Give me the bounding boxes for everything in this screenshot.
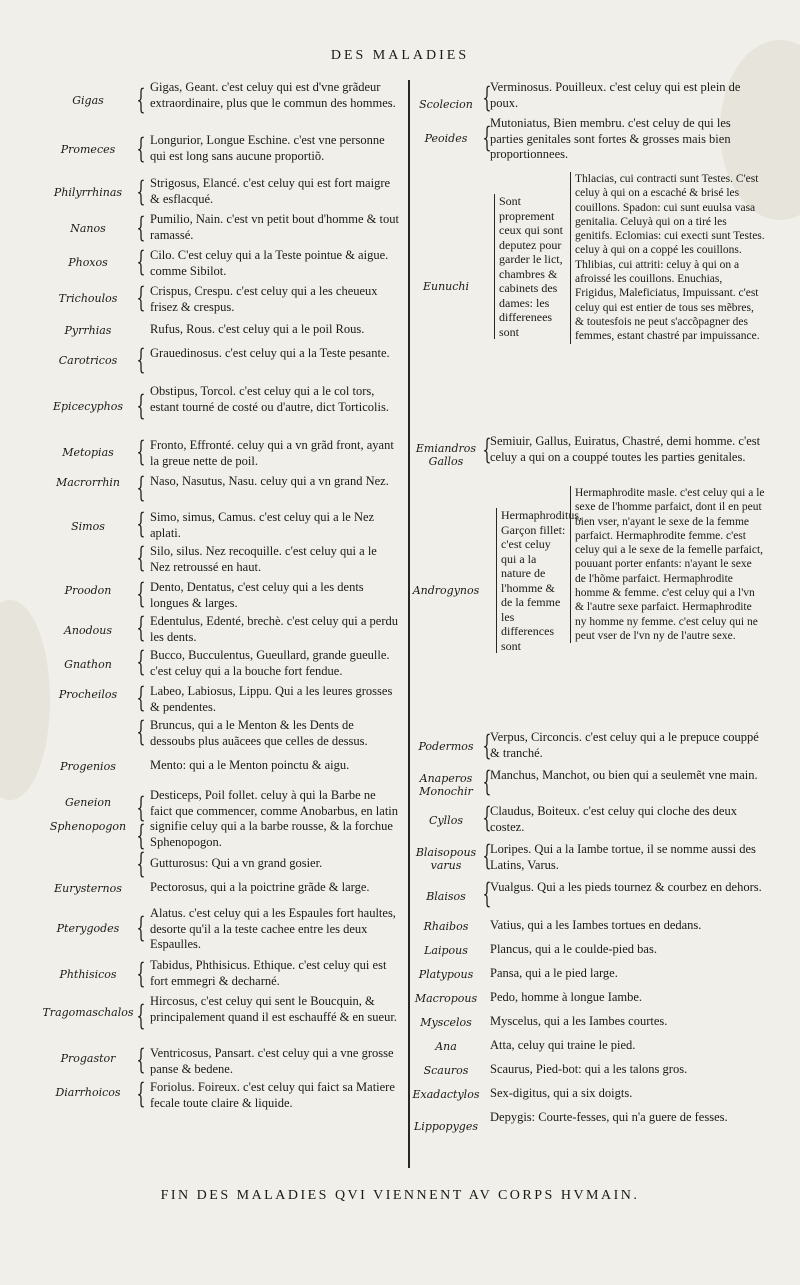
- definition: Crispus, Crespu. c'est celuy qui a les cheueux frisez & crespus.: [150, 284, 378, 314]
- definition: Ventricosus, Pansart. c'est celuy qui a vne grosse panse & bedene.: [150, 1046, 394, 1076]
- brace: {: [482, 801, 492, 834]
- brace: {: [136, 211, 146, 244]
- brace: {: [136, 819, 146, 852]
- brace: {: [136, 471, 146, 504]
- greek-term: Simos: [71, 520, 105, 533]
- definition: Verminosus. Pouilleux. c'est celuy qui est plein de poux.: [490, 80, 741, 110]
- brace: {: [136, 132, 146, 165]
- definition: Bruncus, qui a le Menton & les Dents de dessoubs plus auãcees que celles de dessus.: [150, 718, 368, 748]
- brace: {: [136, 611, 146, 644]
- definition: Gutturosus: Qui a vn grand gosier.: [150, 856, 323, 870]
- definition: Fronto, Effronté. celuy qui a vn grãd front, ayant la greue nette de poil.: [150, 438, 394, 468]
- greek-term: Platypous: [418, 968, 474, 981]
- greek-term: Trichoulos: [58, 292, 118, 305]
- greek-term: Macrorrhin: [55, 476, 121, 489]
- brace: {: [136, 999, 146, 1032]
- definition: Pedo, homme à longue Iambe.: [490, 990, 643, 1004]
- definition: Plancus, qui a le coulde-pied bas.: [490, 942, 657, 956]
- definition: Desticeps, Poil follet. celuy à qui la Barbe ne faict que commencer, comme Anobarbus, en latin signifie celuy qui a la barbe rousse, & la forchue Sphenopogon.: [150, 788, 399, 849]
- greek-term: Progenios: [60, 760, 116, 773]
- greek-term: Rhaibos: [423, 920, 469, 933]
- definition: Naso, Nasutus, Nasu. celuy qui a vn grand Nez.: [150, 474, 389, 488]
- greek-term: Diarrhoicos: [55, 1086, 121, 1099]
- greek-term: Blaisopous varus: [415, 846, 477, 872]
- definition: Obstipus, Torcol. c'est celuy qui a le col tors, estant tourné de costé ou d'autre, dict Torticolis.: [150, 384, 389, 414]
- greek-term: Metopias: [62, 446, 114, 459]
- brace: {: [136, 957, 146, 990]
- closing-line: FIN DES MALADIES QVI VIENNENT AV CORPS HVMAIN.: [160, 1188, 640, 1203]
- definition: Grauedinosus. c'est celuy qui a la Teste pesante.: [150, 346, 390, 360]
- brace: {: [136, 847, 146, 880]
- greek-term: Nanos: [70, 222, 106, 235]
- definition: Edentulus, Edenté, brechè. c'est celuy qui a perdu les dents.: [150, 614, 398, 644]
- greek-term: Geneion: [64, 796, 112, 809]
- definition: Vatius, qui a les Iambes tortues en dedans.: [490, 918, 702, 932]
- greek-term: Cyllos: [429, 814, 463, 827]
- definition: Bucco, Bucculentus, Gueullard, grande gueulle. c'est celuy qui a la bouche fort fendue.: [150, 648, 390, 678]
- greek-term: Scolecion: [419, 98, 473, 111]
- greek-term: Anaperos Monochir: [419, 772, 473, 798]
- definition: Pansa, qui a le pied large.: [490, 966, 618, 980]
- greek-term: Myscelos: [420, 1016, 472, 1029]
- brace: {: [136, 715, 146, 748]
- greek-term: Exadactylos: [412, 1088, 480, 1101]
- brace: {: [136, 645, 146, 678]
- brace: {: [482, 81, 492, 114]
- greek-term: Podermos: [418, 740, 474, 753]
- brace: {: [482, 839, 492, 872]
- greek-term: Macropous: [414, 992, 478, 1005]
- definition: Cilo. C'est celuy qui a la Teste pointue & aigue. comme Sibilot.: [150, 248, 389, 278]
- definition: Gigas, Geant. c'est celuy qui est d'vne grãdeur extraordinaire, plus que le commun des hommes.: [150, 80, 396, 110]
- greek-term: Promeces: [60, 143, 116, 156]
- greek-term: Laipous: [424, 944, 468, 957]
- brace: {: [136, 507, 146, 540]
- brace: {: [482, 729, 492, 762]
- definition: Depygis: Courte-fesses, qui n'a guere de fesses.: [490, 1110, 728, 1124]
- definition: Vualgus. Qui a les pieds tournez & courbez en dehors.: [490, 880, 762, 894]
- definition: Claudus, Boiteux. c'est celuy qui cloche des deux costez.: [490, 804, 737, 834]
- definition: Mento: qui a le Menton poinctu & aigu.: [150, 758, 350, 772]
- greek-term: Epicecyphos: [52, 400, 124, 413]
- greek-term: Eurysternos: [54, 882, 122, 895]
- androgynos-types: Hermaphrodite masle. c'est celuy qui a le sexe de l'homme parfaict, dont il en peut bien vser, n'ayant le sexe de la femme parfaict. Hermaphrodite femme. c'est celuy qui a le sexe de la femelle parfaict, pouuant porter enfants: n'ayant le sexe de l'hõme parfaict. Hermaphrodite homme & femme. c'est celuy qui a l'vn & l'autre sexe parfaict. Hermaphrodite ny homme ny femme. c'est celuy qui ne peut vser de l'vn ny de l'autre sexe.: [570, 486, 765, 643]
- definition: Tabidus, Phthisicus. Ethique. c'est celuy qui est fort emmegri & decharné.: [150, 958, 387, 988]
- definition: Hircosus, c'est celuy qui sent le Boucquin, & principalement quand il est eschauffé & en sueur.: [150, 994, 397, 1024]
- greek-term: Progastor: [60, 1052, 116, 1065]
- definition: Myscelus, qui a les Iambes courtes.: [490, 1014, 668, 1028]
- greek-term: Phoxos: [68, 256, 108, 269]
- running-head: DES MALADIES: [330, 48, 470, 63]
- brace: {: [482, 765, 492, 798]
- greek-term: Emiandros Gallos: [415, 442, 477, 468]
- brace: {: [136, 281, 146, 314]
- eunuchi-types: Thlacias, cui contracti sunt Testes. C'est celuy à qui on a escaché & brisé les couillons. Spadon: cui sunt euulsa vasa genitalia. Celuyà qui on a tiré les genitifs. Eclomias: cui execti sunt Testes. celuy à qui on a coppé les couillons. Thlibias, cui attriti: celuy à qui on a afroissé les couillons. Enuchias, Frigidus, Maleficiatus, Impuissant. c'est celuy qui est entier de tous ses mẽbres, & toutesfois ne peut s'accõpagner des femmes, estant chastré par impuissance.: [570, 172, 765, 344]
- definition: Mutoniatus, Bien membru. c'est celuy de qui les parties genitales sont fortes & grosses mais bien proportionnees.: [490, 116, 731, 161]
- greek-term: Procheilos: [58, 688, 118, 701]
- brace: {: [136, 911, 146, 944]
- definition: Pumilio, Nain. c'est vn petit bout d'homme & tout ramassé.: [150, 212, 399, 242]
- definition: Longurior, Longue Eschine. c'est vne personne qui est long sans aucune proportiõ.: [150, 133, 385, 163]
- greek-term: Peoides: [424, 132, 468, 145]
- definition: Pectorosus, qui a la poictrine grãde & large.: [150, 880, 370, 894]
- greek-term: Anodous: [63, 624, 113, 637]
- greek-term: Tragomaschalos: [42, 1006, 134, 1019]
- greek-term: Scauros: [423, 1064, 469, 1077]
- eunuchi-description: Sont proprement ceux qui sont deputez pour garder le lict, chambres & cabinets des dames: les differenees sont: [494, 194, 565, 339]
- definition: Strigosus, Elancé. c'est celuy qui est fort maigre & esflacqué.: [150, 176, 391, 206]
- brace: {: [136, 343, 146, 376]
- definition: Sex-digitus, qui a six doigts.: [490, 1086, 633, 1100]
- definition: Verpus, Circoncis. c'est celuy qui a le prepuce couppé & tranché.: [490, 730, 759, 760]
- androgynos-description: Hermaphroditus, Garçon fillet: c'est celuy qui a la nature de l'homme & de la femme les differences sont: [496, 508, 567, 653]
- greek-term: Blaisos: [426, 890, 466, 903]
- definition: Dento, Dentatus, c'est celuy qui a les dents longues & larges.: [150, 580, 364, 610]
- brace: {: [136, 681, 146, 714]
- greek-term: Carotricos: [58, 354, 118, 367]
- definition: Scaurus, Pied-bot: qui a les talons gros.: [490, 1062, 688, 1076]
- greek-term: Pyrrhias: [64, 324, 112, 337]
- brace: {: [136, 1043, 146, 1076]
- greek-term: Gnathon: [64, 658, 112, 671]
- greek-term: Pterygodes: [56, 922, 120, 935]
- definition: Atta, celuy qui traine le pied.: [490, 1038, 636, 1052]
- greek-term: Gigas: [72, 94, 104, 107]
- brace: {: [482, 433, 492, 466]
- greek-term: Proodon: [64, 584, 112, 597]
- brace: {: [136, 1077, 146, 1110]
- definition: Manchus, Manchot, ou bien qui a seulemẽt vne main.: [490, 768, 758, 782]
- brace: {: [136, 175, 146, 208]
- definition: Labeo, Labiosus, Lippu. Qui a les leures grosses & pendentes.: [150, 684, 393, 714]
- brace: {: [136, 245, 146, 278]
- brace: {: [136, 577, 146, 610]
- definition: Foriolus. Foireux. c'est celuy qui faict sa Matiere fecale toute claire & liquide.: [150, 1080, 395, 1110]
- brace: {: [482, 877, 492, 910]
- greek-term: Eunuchi: [422, 280, 470, 293]
- greek-term: Phthisicos: [59, 968, 117, 981]
- definition: Silo, silus. Nez recoquille. c'est celuy qui a le Nez retroussé en haut.: [150, 544, 377, 574]
- brace: {: [136, 541, 146, 574]
- greek-term: Lippopyges: [414, 1120, 478, 1133]
- greek-term: Philyrrhinas: [53, 186, 123, 199]
- brace: {: [136, 389, 146, 422]
- brace: {: [136, 791, 146, 824]
- greek-term: Ana: [435, 1040, 457, 1053]
- brace: {: [482, 121, 492, 154]
- definition: Alatus. c'est celuy qui a les Espaules fort haultes, desorte qu'il a la teste cachee entre les deux Espaulles.: [150, 906, 396, 951]
- greek-term: Androgynos: [412, 584, 480, 597]
- brace: {: [136, 435, 146, 468]
- definition: Semiuir, Gallus, Euiratus, Chastré, demi homme. c'est celuy a qui on a couppé toutes les parties genitales.: [490, 434, 761, 464]
- definition: Rufus, Rous. c'est celuy qui a le poil Rous.: [150, 322, 365, 336]
- definition: Loripes. Qui a la Iambe tortue, il se nomme aussi des Latins, Varus.: [490, 842, 756, 872]
- definition: Simo, simus, Camus. c'est celuy qui a le Nez aplati.: [150, 510, 375, 540]
- greek-term: Sphenopogon: [49, 820, 127, 833]
- brace: {: [136, 83, 146, 116]
